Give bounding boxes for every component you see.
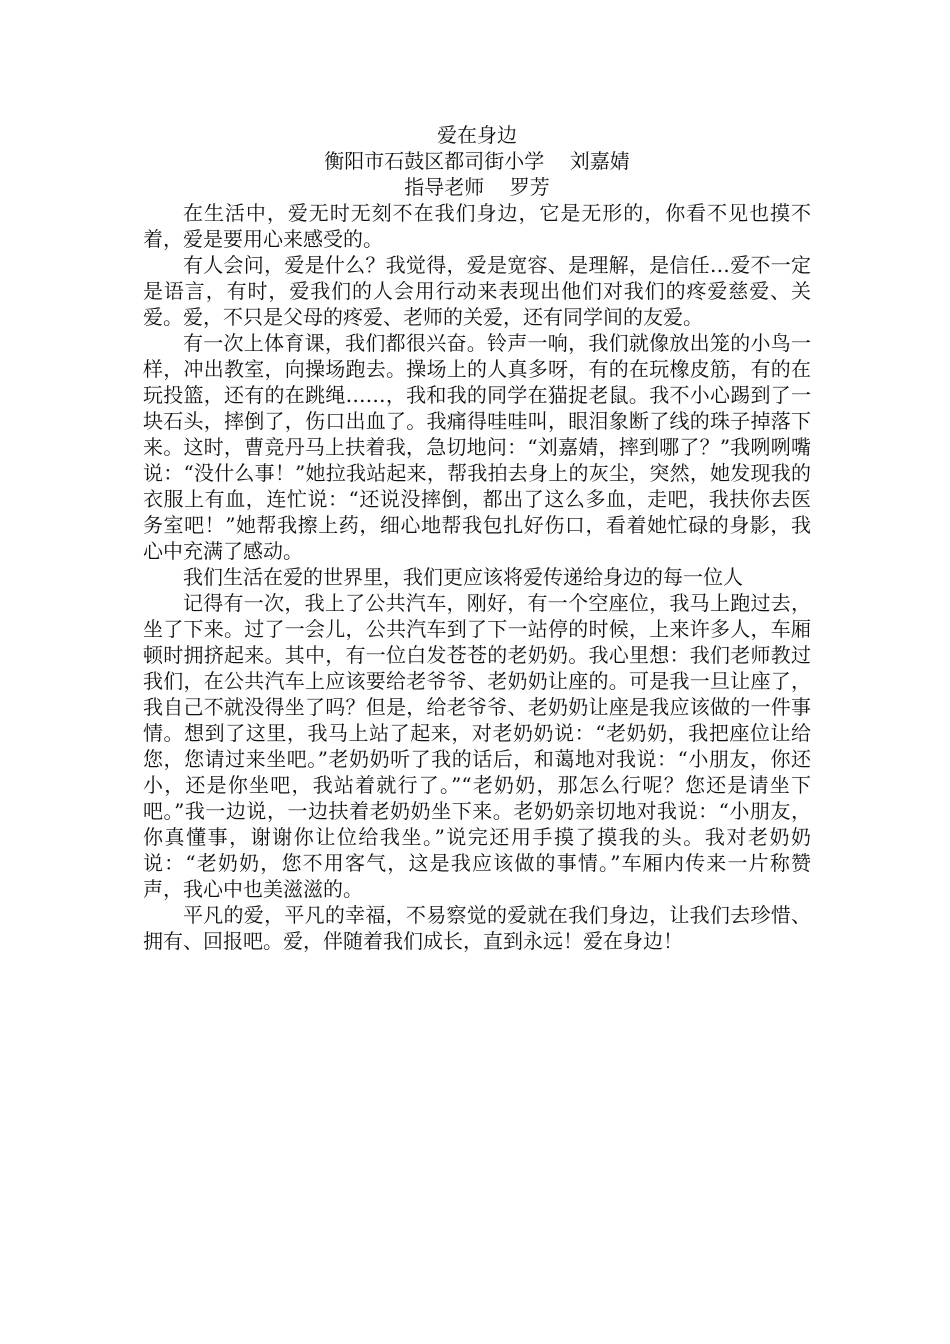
teacher-line: 指导老师 罗芳 <box>404 175 550 199</box>
author-line: 衡阳市石鼓区都司街小学 刘嘉婧 <box>324 149 630 173</box>
paragraph: 有一次上体育课，我们都很兴奋。铃声一响，我们就像放出笼的小鸟一样，冲出教室，向操场跑去。操场上的人真多呀，有的在玩橡皮筋，有的在玩投篮，还有的在跳绳……，我和我的同学在猫捉老鼠。我不小心踢到了一块石头，摔倒了，伤口出血了。我痛得哇哇叫，眼泪象断了线的珠子掉落下来。这时，曹竞丹马上扶着我，急切地问：“刘嘉婧，摔到哪了？”我咧咧嘴说：“没什么事！”她拉我站起来，帮我拍去身上的灰尘，突然，她发现我的衣服上有血，连忙说：“还说没摔倒，都出了这么多血，走吧，我扶你去医务室吧！”她帮我擦上药，细心地帮我包扎好伤口，看着她忙碌的身影，我心中充满了感动。 <box>143 331 811 563</box>
document-title: 爱在身边 <box>437 123 517 147</box>
essay-body <box>143 200 811 954</box>
paragraph: 平凡的爱，平凡的幸福，不易察觉的爱就在我们身边，让我们去珍惜、拥有、回报吧。爱，伴随着我们成长，直到永远！爱在身边！ <box>143 903 811 953</box>
title-block <box>143 122 811 200</box>
paragraph: 在生活中，爱无时无刻不在我们身边，它是无形的，你看不见也摸不着，爱是要用心来感受的。 <box>143 201 811 251</box>
paragraph: 有人会问，爱是什么？我觉得，爱是宽容、是理解，是信任…爱不一定是语言，有时，爱我们的人会用行动来表现出他们对我们的疼爱慈爱、关爱。爱，不只是父母的疼爱、老师的关爱，还有同学间的友爱。 <box>143 253 811 329</box>
document-page <box>143 122 811 954</box>
paragraph: 记得有一次，我上了公共汽车，刚好，有一个空座位，我马上跑过去，坐了下来。过了一会儿，公共汽车到了下一站停的时候，上来许多人，车厢顿时拥挤起来。其中，有一位白发苍苍的老奶奶。我心里想：我们老师教过我们，在公共汽车上应该要给老爷爷、老奶奶让座的。可是我一旦让座了，我自己不就没得坐了吗？但是，给老爷爷、老奶奶让座是我应该做的一件事情。想到了这里，我马上站了起来，对老奶奶说：“老奶奶，我把座位让给您，您请过来坐吧。”老奶奶听了我的话后，和蔼地对我说：“小朋友，你还小，还是你坐吧，我站着就行了。”“老奶奶，那怎么行呢？您还是请坐下吧。”我一边说，一边扶着老奶奶坐下来。老奶奶亲切地对我说：“小朋友，你真懂事，谢谢你让位给我坐。”说完还用手摸了摸我的头。我对老奶奶说：“老奶奶，您不用客气，这是我应该做的事情。”车厢内传来一片称赞声，我心中也美滋滋的。 <box>143 591 811 901</box>
paragraph: 我们生活在爱的世界里，我们更应该将爱传递给身边的每一位人 <box>183 565 743 589</box>
